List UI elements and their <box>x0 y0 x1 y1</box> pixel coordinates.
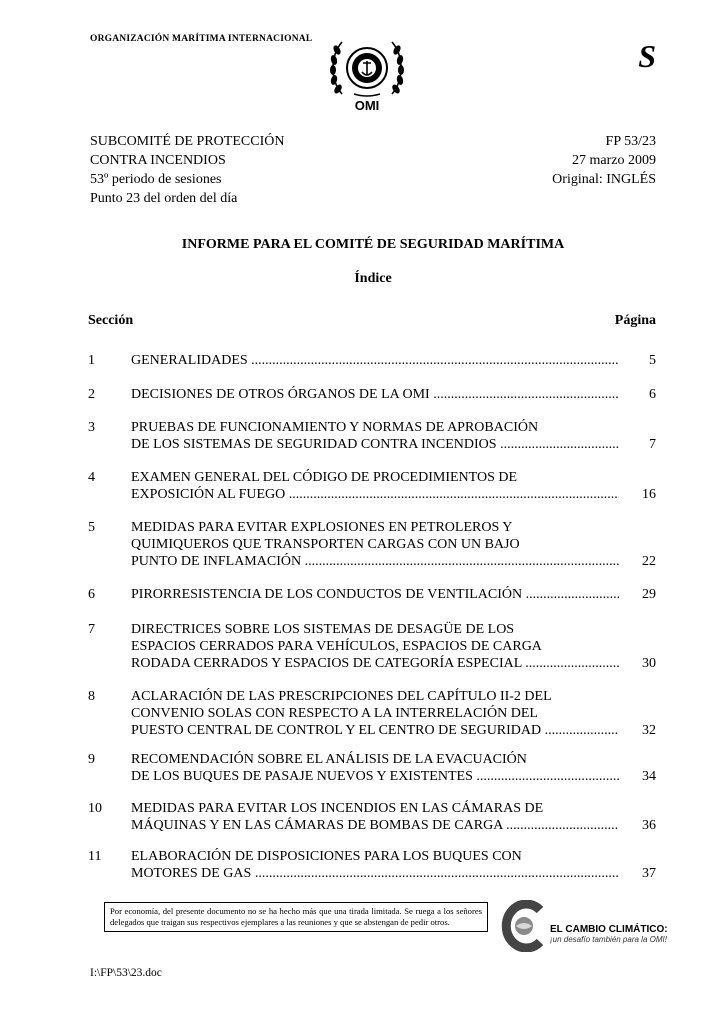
toc-entry[interactable] <box>88 419 656 453</box>
toc-title-line: PRUEBAS DE FUNCIONAMIENTO Y NORMAS DE APROBACIÓN <box>131 420 539 435</box>
organization-name: ORGANIZACIÓN MARÍTIMA INTERNACIONAL <box>90 34 313 44</box>
toc-title-line: ESPACIOS CERRADOS PARA VEHÍCULOS, ESPACIOS DE CARGA <box>131 639 542 654</box>
toc-title-line: GENERALIDADES ..... <box>131 352 619 369</box>
toc-title-line: PUNTO DE INFLAMACIÓN ..... <box>131 553 619 570</box>
toc-entry[interactable] <box>88 751 656 785</box>
toc-section-title <box>131 352 619 369</box>
toc-page-number: 5 <box>649 353 656 368</box>
toc-title-line: RODADA CERRADOS Y ESPACIOS DE CATEGORÍA ESPECIAL ..... <box>131 655 619 672</box>
toc-title-line: MEDIDAS PARA EVITAR LOS INCENDIOS EN LAS CÁMARAS DE <box>131 801 544 816</box>
toc-page-number: 7 <box>649 437 656 452</box>
toc-title-line: PUESTO CENTRAL DE CONTROL Y EL CENTRO DE SEGURIDAD ..... <box>131 722 619 739</box>
toc-section-title <box>131 621 619 672</box>
toc-entry[interactable] <box>88 469 656 503</box>
toc-section-number: 4 <box>88 470 95 485</box>
toc-page-number: 32 <box>642 723 656 738</box>
file-path: I:\FP\53\23.doc <box>90 967 162 979</box>
emblem-label: OMI <box>354 98 380 113</box>
toc-section-title <box>131 688 619 739</box>
climate-change-logo-icon <box>500 900 546 952</box>
committee-line: SUBCOMITÉ DE PROTECCIÓN <box>90 134 285 149</box>
toc-title-line: ELABORACIÓN DE DISPOSICIONES PARA LOS BUQUES CON <box>131 849 522 864</box>
toc-page-number: 37 <box>642 866 656 881</box>
toc-section-number: 1 <box>88 353 95 368</box>
toc-section-title <box>131 469 619 503</box>
toc-section-number: 11 <box>88 849 102 864</box>
toc-title-line: EXAMEN GENERAL DEL CÓDIGO DE PROCEDIMIENTOS DE <box>131 470 518 485</box>
toc-title-line: QUIMIQUEROS QUE TRANSPORTEN CARGAS CON UN BAJO <box>131 537 520 552</box>
committee-line: CONTRA INCENDIOS <box>90 153 226 168</box>
toc-section-number: 10 <box>88 801 102 816</box>
document-info-block <box>552 132 656 189</box>
toc-title-line: DE LOS BUQUES DE PASAJE NUEVOS Y EXISTENTES ..... <box>131 768 619 785</box>
toc-title-line: EXPOSICIÓN AL FUEGO ..... <box>131 486 619 503</box>
toc-section-title <box>131 519 619 570</box>
toc-section-title <box>131 386 619 403</box>
toc-page-number: 36 <box>642 818 656 833</box>
original-language: Original: INGLÉS <box>552 172 656 187</box>
toc-entry[interactable] <box>88 800 656 834</box>
toc-section-number: 5 <box>88 520 95 535</box>
toc-section-number: 6 <box>88 587 95 602</box>
toc-page-number: 30 <box>642 656 656 671</box>
toc-entry[interactable] <box>88 386 656 403</box>
document-symbol: FP 53/23 <box>605 134 656 149</box>
toc-title-line: DE LOS SISTEMAS DE SEGURIDAD CONTRA INCENDIOS ..... <box>131 436 619 453</box>
toc-page-number: 6 <box>649 387 656 402</box>
climate-logo-title: EL CAMBIO CLIMÁTICO: <box>550 924 668 935</box>
toc-section-number: 8 <box>88 689 95 704</box>
toc-entry[interactable] <box>88 621 656 672</box>
toc-page-number: 16 <box>642 487 656 502</box>
report-title: INFORME PARA EL COMITÉ DE SEGURIDAD MARÍTIMA <box>181 237 565 252</box>
toc-entry[interactable] <box>88 519 656 570</box>
toc-title-line: RECOMENDACIÓN SOBRE EL ANÁLISIS DE LA EVACUACIÓN <box>131 752 527 767</box>
index-title: Índice <box>354 271 392 286</box>
toc-title-line: MEDIDAS PARA EVITAR EXPLOSIONES EN PETROLEROS Y <box>131 520 513 535</box>
toc-page-number: 34 <box>642 769 656 784</box>
document-date: 27 marzo 2009 <box>572 153 656 168</box>
toc-title-line: CONVENIO SOLAS CON RESPECTO A LA INTERRELACIÓN DEL <box>131 706 538 721</box>
toc-title-line: DIRECTRICES SOBRE LOS SISTEMAS DE DESAGÜE DE LOS <box>131 622 515 637</box>
toc-entry[interactable] <box>88 848 656 882</box>
toc-entry[interactable] <box>88 586 656 603</box>
page-column-header: Página <box>614 313 656 328</box>
toc-section-title <box>131 800 619 834</box>
toc-page-number: 29 <box>642 587 656 602</box>
toc-section-title <box>131 848 619 882</box>
imo-emblem-icon <box>328 36 406 100</box>
toc-entry[interactable] <box>88 688 656 739</box>
toc-page-number: 22 <box>642 554 656 569</box>
toc-title-line: DECISIONES DE OTROS ÓRGANOS DE LA OMI ..... <box>131 386 619 403</box>
toc-section-number: 3 <box>88 420 95 435</box>
toc-section-title <box>131 586 619 603</box>
printing-note: Por economía, del presente documento no se ha hecho más que una tirada limitada. Se ruega a los señores delegados que traigan sus respectivos ejemplares a las reuniones y que se abstengan de pedir otros. <box>104 902 488 932</box>
agenda-item-line: Punto 23 del orden del día <box>90 191 238 206</box>
toc-section-number: 9 <box>88 752 95 767</box>
toc-section-number: 2 <box>88 387 95 402</box>
toc-title-line: PIRORRESISTENCIA DE LOS CONDUCTOS DE VENTILACIÓN ..... <box>131 586 619 603</box>
climate-logo-subtitle: ¡un desafío también para la OMI! <box>550 935 667 944</box>
toc-title-line: MOTORES DE GAS ..... <box>131 865 619 882</box>
session-line: 53º periodo de sesiones <box>90 172 222 187</box>
section-column-header: Sección <box>88 313 134 328</box>
toc-section-title <box>131 419 619 453</box>
language-code: S <box>638 38 656 74</box>
toc-section-title <box>131 751 619 785</box>
toc-title-line: MÁQUINAS Y EN LAS CÁMARAS DE BOMBAS DE CARGA ..... <box>131 817 619 834</box>
toc-entry[interactable] <box>88 352 656 369</box>
committee-block <box>90 132 284 208</box>
toc-title-line: ACLARACIÓN DE LAS PRESCRIPCIONES DEL CAPÍTULO II-2 DEL <box>131 689 552 704</box>
toc-section-number: 7 <box>88 622 95 637</box>
